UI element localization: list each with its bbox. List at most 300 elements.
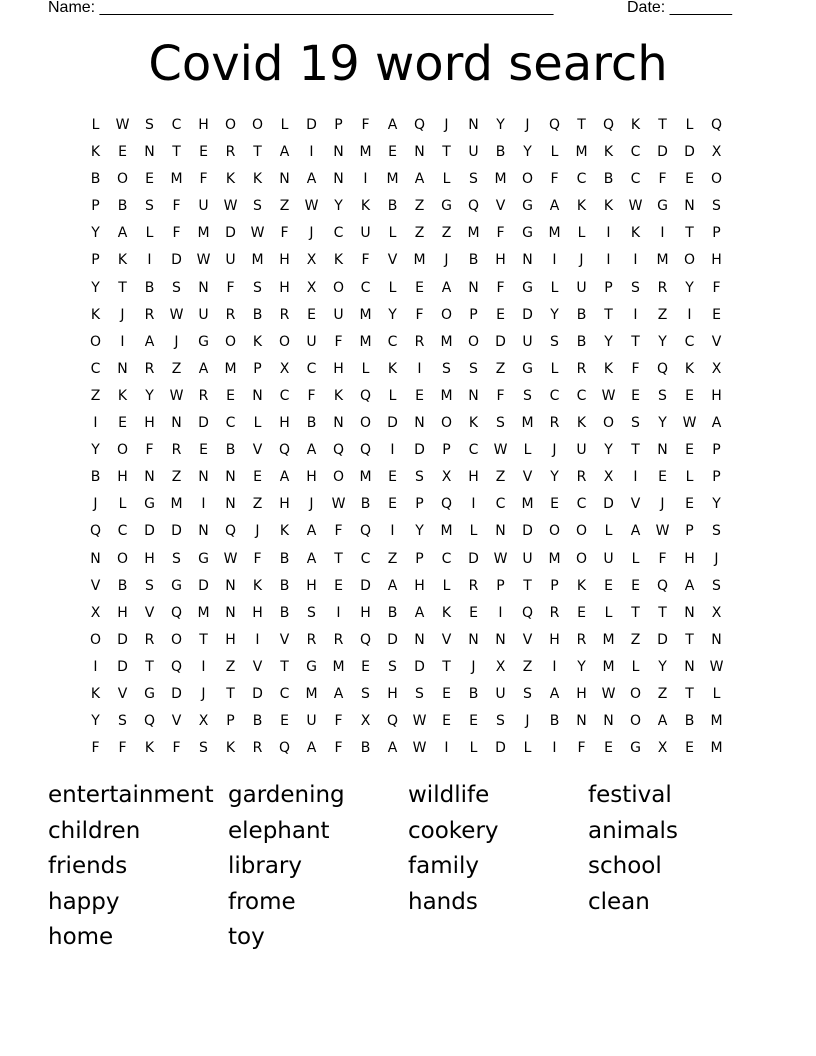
grid-letter: N bbox=[414, 415, 425, 432]
grid-letter: G bbox=[171, 577, 182, 594]
grid-letter: S bbox=[172, 279, 181, 296]
grid-letter: C bbox=[630, 144, 641, 161]
grid-letter: F bbox=[172, 198, 181, 215]
grid-letter: T bbox=[631, 442, 640, 459]
grid-letter: U bbox=[198, 198, 209, 215]
grid-letter: E bbox=[280, 713, 289, 730]
grid-letter: Y bbox=[658, 415, 667, 432]
grid-letter: V bbox=[252, 442, 263, 459]
grid-letter: I bbox=[471, 496, 476, 513]
grid-letter: Z bbox=[630, 631, 641, 648]
grid-letter: T bbox=[226, 685, 235, 702]
grid-letter: F bbox=[631, 360, 640, 377]
grid-letter: K bbox=[225, 740, 236, 757]
grid-letter: N bbox=[90, 550, 101, 567]
grid-letter: C bbox=[171, 117, 182, 133]
grid-letter: L bbox=[631, 550, 640, 567]
grid-letter: V bbox=[279, 631, 290, 648]
grid-letter: K bbox=[333, 387, 344, 404]
grid-row bbox=[82, 383, 730, 410]
word-list-item: school bbox=[588, 853, 662, 879]
grid-letter: D bbox=[171, 523, 182, 540]
grid-letter: K bbox=[117, 252, 128, 269]
grid-letter: K bbox=[252, 171, 263, 188]
grid-letter: D bbox=[117, 658, 128, 675]
grid-letter: M bbox=[359, 306, 372, 323]
grid-letter: W bbox=[304, 198, 319, 215]
grid-row bbox=[82, 681, 730, 708]
grid-letter: A bbox=[333, 685, 344, 702]
grid-letter: A bbox=[279, 469, 290, 486]
grid-letter: R bbox=[144, 360, 155, 377]
grid-letter: J bbox=[309, 496, 314, 513]
grid-letter: X bbox=[711, 360, 722, 377]
grid-letter: K bbox=[441, 604, 452, 621]
grid-row bbox=[82, 193, 730, 220]
grid-letter: N bbox=[225, 496, 236, 513]
grid-letter: T bbox=[685, 685, 694, 702]
grid-letter: Z bbox=[90, 387, 101, 404]
grid-letter: V bbox=[630, 496, 641, 513]
grid-letter: N bbox=[576, 713, 587, 730]
grid-letter: R bbox=[576, 631, 587, 648]
grid-letter: Y bbox=[91, 713, 100, 730]
grid-letter: F bbox=[172, 225, 181, 242]
grid-letter: W bbox=[250, 225, 265, 242]
grid-letter: Z bbox=[441, 225, 452, 242]
grid-letter: B bbox=[387, 604, 398, 621]
grid-letter: R bbox=[225, 306, 236, 323]
grid-letter: C bbox=[225, 415, 236, 432]
grid-letter: E bbox=[604, 740, 613, 757]
grid-letter: O bbox=[629, 685, 642, 702]
grid-letter: J bbox=[660, 496, 665, 513]
grid-row bbox=[82, 247, 730, 274]
grid-letter: H bbox=[225, 631, 236, 648]
grid-row bbox=[82, 139, 730, 166]
grid-letter: F bbox=[307, 387, 316, 404]
grid-letter: Q bbox=[332, 442, 345, 459]
grid-letter: Q bbox=[440, 496, 453, 513]
grid-row bbox=[82, 410, 730, 437]
grid-letter: A bbox=[198, 360, 209, 377]
grid-letter: R bbox=[549, 604, 560, 621]
grid-letter: H bbox=[576, 685, 587, 702]
grid-letter: H bbox=[414, 577, 425, 594]
grid-letter: V bbox=[144, 604, 155, 621]
grid-letter: A bbox=[306, 171, 317, 188]
grid-letter: V bbox=[171, 713, 182, 730]
word-list-item: festival bbox=[588, 782, 672, 808]
grid-letter: S bbox=[550, 333, 559, 350]
grid-letter: N bbox=[684, 658, 695, 675]
grid-letter: Q bbox=[656, 577, 669, 594]
grid-letter: Y bbox=[550, 469, 559, 486]
grid-row bbox=[82, 654, 730, 681]
grid-letter: A bbox=[630, 523, 641, 540]
grid-letter: K bbox=[630, 225, 641, 242]
grid-letter: H bbox=[495, 252, 506, 269]
word-list-item: entertainment bbox=[48, 782, 214, 808]
grid-letter: E bbox=[442, 713, 451, 730]
grid-letter: E bbox=[415, 279, 424, 296]
grid-letter: S bbox=[523, 387, 532, 404]
grid-letter: T bbox=[334, 550, 343, 567]
grid-letter: G bbox=[522, 360, 533, 377]
grid-letter: C bbox=[306, 360, 317, 377]
grid-letter: C bbox=[495, 496, 506, 513]
grid-letter: T bbox=[631, 333, 640, 350]
grid-letter: R bbox=[144, 631, 155, 648]
grid-letter: Y bbox=[496, 117, 505, 133]
grid-letter: I bbox=[363, 171, 368, 188]
grid-letter: O bbox=[575, 550, 588, 567]
grid-letter: L bbox=[442, 577, 451, 594]
grid-letter: K bbox=[252, 577, 263, 594]
grid-letter: W bbox=[412, 740, 427, 757]
grid-letter: N bbox=[171, 415, 182, 432]
grid-letter: K bbox=[279, 523, 290, 540]
grid-letter: Z bbox=[279, 198, 290, 215]
grid-letter: B bbox=[90, 171, 101, 188]
grid-letter: V bbox=[495, 198, 506, 215]
grid-letter: S bbox=[145, 198, 154, 215]
grid-letter: Z bbox=[171, 360, 182, 377]
grid-letter: K bbox=[90, 144, 101, 161]
grid-letter: G bbox=[144, 496, 155, 513]
grid-letter: E bbox=[145, 171, 154, 188]
grid-letter: S bbox=[415, 685, 424, 702]
grid-letter: D bbox=[360, 577, 371, 594]
grid-letter: N bbox=[414, 144, 425, 161]
grid-letter: K bbox=[360, 198, 371, 215]
grid-letter: O bbox=[548, 523, 561, 540]
grid-letter: I bbox=[444, 740, 449, 757]
grid-letter: E bbox=[712, 306, 721, 323]
grid-letter: U bbox=[603, 550, 614, 567]
grid-letter: C bbox=[576, 171, 587, 188]
grid-letter: H bbox=[549, 631, 560, 648]
grid-letter: X bbox=[441, 469, 452, 486]
grid-letter: O bbox=[89, 631, 102, 648]
grid-letter: I bbox=[606, 252, 611, 269]
grid-letter: L bbox=[145, 225, 154, 242]
grid-letter: W bbox=[331, 496, 346, 513]
grid-letter: P bbox=[604, 279, 613, 296]
grid-letter: B bbox=[252, 306, 263, 323]
name-field-line: Name: ___________________________________________________ bbox=[48, 0, 554, 16]
word-list-item: friends bbox=[48, 853, 128, 879]
grid-letter: J bbox=[525, 713, 530, 730]
grid-letter: G bbox=[522, 198, 533, 215]
grid-letter: S bbox=[469, 171, 478, 188]
grid-row bbox=[82, 220, 730, 247]
grid-letter: U bbox=[495, 685, 506, 702]
grid-letter: M bbox=[170, 496, 183, 513]
grid-letter: M bbox=[521, 496, 534, 513]
grid-letter: O bbox=[602, 415, 615, 432]
grid-letter: P bbox=[469, 306, 478, 323]
grid-letter: Z bbox=[495, 360, 506, 377]
grid-letter: L bbox=[388, 225, 397, 242]
grid-letter: A bbox=[387, 577, 398, 594]
grid-letter: D bbox=[522, 523, 533, 540]
grid-letter: I bbox=[390, 442, 395, 459]
grid-letter: E bbox=[118, 415, 127, 432]
grid-letter: Q bbox=[278, 442, 291, 459]
grid-letter: J bbox=[444, 252, 449, 269]
grid-letter: T bbox=[442, 658, 451, 675]
grid-letter: P bbox=[550, 577, 559, 594]
grid-letter: H bbox=[306, 577, 317, 594]
grid-letter: L bbox=[469, 523, 478, 540]
grid-letter: X bbox=[306, 252, 317, 269]
grid-letter: O bbox=[116, 442, 129, 459]
grid-letter: Y bbox=[658, 658, 667, 675]
grid-letter: A bbox=[306, 740, 317, 757]
grid-letter: S bbox=[388, 658, 397, 675]
grid-letter: B bbox=[117, 577, 128, 594]
grid-letter: T bbox=[685, 631, 694, 648]
grid-letter: N bbox=[333, 415, 344, 432]
grid-row bbox=[82, 166, 730, 193]
grid-letter: E bbox=[226, 387, 235, 404]
grid-letter: C bbox=[333, 225, 344, 242]
grid-letter: Y bbox=[145, 387, 154, 404]
grid-letter: L bbox=[631, 658, 640, 675]
grid-letter: G bbox=[306, 658, 317, 675]
grid-letter: I bbox=[660, 225, 665, 242]
grid-letter: Z bbox=[657, 306, 668, 323]
grid-letter: N bbox=[225, 577, 236, 594]
word-list-item: gardening bbox=[228, 782, 345, 808]
grid-letter: S bbox=[631, 279, 640, 296]
grid-letter: R bbox=[198, 387, 209, 404]
grid-letter: O bbox=[278, 333, 291, 350]
grid-letter: B bbox=[387, 198, 398, 215]
grid-letter: V bbox=[252, 658, 263, 675]
grid-letter: I bbox=[147, 252, 152, 269]
grid-letter: J bbox=[93, 496, 98, 513]
grid-letter: J bbox=[255, 523, 260, 540]
grid-letter: L bbox=[712, 685, 721, 702]
grid-letter: Q bbox=[602, 117, 615, 133]
grid-letter: G bbox=[198, 550, 209, 567]
grid-letter: M bbox=[548, 550, 561, 567]
grid-letter: Q bbox=[359, 387, 372, 404]
grid-letter: T bbox=[253, 144, 262, 161]
grid-letter: D bbox=[414, 658, 425, 675]
grid-letter: Z bbox=[657, 685, 668, 702]
grid-letter: C bbox=[630, 171, 641, 188]
grid-letter: D bbox=[468, 550, 479, 567]
grid-letter: X bbox=[711, 144, 722, 161]
grid-letter: P bbox=[334, 117, 343, 133]
grid-letter: O bbox=[629, 713, 642, 730]
grid-letter: O bbox=[224, 333, 237, 350]
grid-letter: N bbox=[117, 360, 128, 377]
grid-letter: P bbox=[226, 713, 235, 730]
grid-letter: P bbox=[91, 252, 100, 269]
grid-letter: U bbox=[522, 333, 533, 350]
grid-letter: D bbox=[252, 685, 263, 702]
grid-letter: A bbox=[441, 279, 452, 296]
grid-letter: O bbox=[710, 171, 723, 188]
grid-letter: F bbox=[712, 279, 721, 296]
grid-letter: H bbox=[117, 469, 128, 486]
grid-letter: L bbox=[604, 523, 613, 540]
word-list-item: home bbox=[48, 924, 114, 950]
grid-letter: S bbox=[145, 577, 154, 594]
grid-letter: T bbox=[685, 225, 694, 242]
grid-letter: I bbox=[552, 658, 557, 675]
grid-letter: C bbox=[360, 279, 371, 296]
grid-letter: S bbox=[658, 387, 667, 404]
grid-letter: M bbox=[656, 252, 669, 269]
grid-letter: N bbox=[495, 523, 506, 540]
grid-letter: L bbox=[442, 171, 451, 188]
word-list-item: library bbox=[228, 853, 302, 879]
word-list-item: elephant bbox=[228, 817, 330, 844]
grid-letter: B bbox=[603, 171, 614, 188]
grid-letter: I bbox=[390, 523, 395, 540]
grid-letter: O bbox=[224, 117, 237, 133]
grid-letter: Z bbox=[414, 225, 425, 242]
grid-letter: X bbox=[603, 469, 614, 486]
grid-letter: B bbox=[90, 469, 101, 486]
grid-letter: J bbox=[525, 117, 530, 133]
grid-letter: R bbox=[279, 306, 290, 323]
grid-letter: D bbox=[117, 631, 128, 648]
grid-row bbox=[82, 275, 730, 302]
grid-letter: Q bbox=[548, 117, 561, 133]
grid-letter: E bbox=[631, 577, 640, 594]
grid-letter: O bbox=[116, 550, 129, 567]
grid-letter: S bbox=[523, 685, 532, 702]
grid-letter: V bbox=[441, 631, 452, 648]
grid-letter: H bbox=[279, 415, 290, 432]
grid-letter: A bbox=[684, 577, 695, 594]
grid-letter: O bbox=[467, 333, 480, 350]
grid-letter: N bbox=[252, 387, 263, 404]
grid-letter: M bbox=[494, 171, 507, 188]
grid-letter: O bbox=[575, 523, 588, 540]
grid-letter: Z bbox=[414, 198, 425, 215]
grid-letter: D bbox=[225, 225, 236, 242]
grid-letter: E bbox=[577, 604, 586, 621]
word-list-item: animals bbox=[588, 817, 678, 844]
grid-letter: E bbox=[685, 442, 694, 459]
grid-letter: A bbox=[144, 333, 155, 350]
grid-letter: L bbox=[469, 740, 478, 757]
grid-letter: C bbox=[360, 550, 371, 567]
grid-letter: H bbox=[279, 496, 290, 513]
grid-letter: F bbox=[415, 306, 424, 323]
grid-letter: V bbox=[387, 252, 398, 269]
grid-letter: J bbox=[552, 442, 557, 459]
grid-letter: Y bbox=[334, 198, 343, 215]
grid-row bbox=[82, 600, 730, 627]
grid-letter: P bbox=[685, 523, 694, 540]
grid-letter: K bbox=[333, 252, 344, 269]
grid-letter: R bbox=[468, 577, 479, 594]
grid-letter: H bbox=[387, 685, 398, 702]
grid-letter: E bbox=[388, 144, 397, 161]
grid-letter: Z bbox=[387, 550, 398, 567]
grid-letter: A bbox=[711, 415, 722, 432]
grid-letter: B bbox=[468, 685, 479, 702]
grid-letter: B bbox=[225, 442, 236, 459]
grid-letter: Y bbox=[91, 225, 100, 242]
grid-letter: G bbox=[522, 225, 533, 242]
grid-letter: W bbox=[709, 658, 724, 675]
grid-letter: F bbox=[199, 171, 208, 188]
grid-row bbox=[82, 573, 730, 600]
grid-letter: T bbox=[145, 658, 154, 675]
grid-letter: R bbox=[252, 740, 263, 757]
grid-letter: I bbox=[633, 306, 638, 323]
grid-letter: E bbox=[685, 387, 694, 404]
grid-letter: L bbox=[523, 442, 532, 459]
grid-letter: E bbox=[334, 577, 343, 594]
grid-letter: L bbox=[91, 117, 100, 133]
grid-letter: D bbox=[495, 740, 506, 757]
grid-letter: I bbox=[93, 658, 98, 675]
grid-letter: G bbox=[522, 279, 533, 296]
grid-letter: U bbox=[576, 442, 587, 459]
grid-letter: L bbox=[577, 225, 586, 242]
grid-letter: E bbox=[658, 469, 667, 486]
grid-letter: L bbox=[118, 496, 127, 513]
grid-letter: A bbox=[387, 117, 398, 133]
grid-letter: F bbox=[334, 523, 343, 540]
grid-letter: M bbox=[386, 171, 399, 188]
word-list-item: children bbox=[48, 817, 141, 844]
grid-letter: B bbox=[576, 306, 587, 323]
grid-letter: M bbox=[440, 387, 453, 404]
grid-letter: C bbox=[576, 496, 587, 513]
grid-letter: M bbox=[710, 740, 723, 757]
grid-letter: F bbox=[334, 713, 343, 730]
grid-letter: C bbox=[684, 333, 695, 350]
grid-letter: T bbox=[577, 117, 586, 133]
grid-letter: H bbox=[360, 604, 371, 621]
grid-letter: X bbox=[90, 604, 101, 621]
grid-letter: J bbox=[444, 117, 449, 133]
grid-letter: Q bbox=[278, 740, 291, 757]
grid-letter: M bbox=[170, 171, 183, 188]
grid-letter: T bbox=[442, 144, 451, 161]
grid-letter: X bbox=[657, 740, 668, 757]
grid-letter: L bbox=[388, 387, 397, 404]
grid-letter: D bbox=[144, 523, 155, 540]
date-field-line: Date: _______ bbox=[627, 0, 732, 16]
grid-letter: A bbox=[279, 144, 290, 161]
grid-letter: J bbox=[120, 306, 125, 323]
grid-letter: I bbox=[201, 496, 206, 513]
grid-letter: Y bbox=[658, 333, 667, 350]
grid-letter: B bbox=[360, 740, 371, 757]
grid-letter: S bbox=[469, 360, 478, 377]
grid-letter: J bbox=[714, 550, 719, 567]
grid-letter: N bbox=[684, 198, 695, 215]
grid-row bbox=[82, 437, 730, 464]
grid-letter: O bbox=[332, 469, 345, 486]
grid-letter: R bbox=[144, 306, 155, 323]
grid-letter: O bbox=[521, 171, 534, 188]
grid-letter: U bbox=[306, 333, 317, 350]
grid-letter: K bbox=[144, 740, 155, 757]
